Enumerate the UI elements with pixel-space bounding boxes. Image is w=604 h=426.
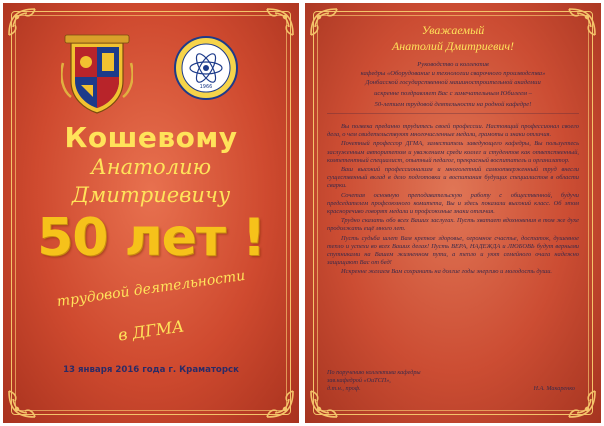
corner-ornament-icon (5, 5, 51, 51)
corner-ornament-icon (251, 375, 297, 421)
footer-line: д.т.н., проф. (327, 385, 361, 392)
certificate-right-page (305, 3, 601, 423)
corner-ornament-icon (251, 5, 297, 51)
intro-line: Руководство и коллектив (417, 61, 489, 68)
signatory-name: Н.А. Макаренко (533, 385, 575, 392)
intro-line: кафедры «Оборудование и технологии сварочного производства» (360, 70, 546, 77)
date-and-place: 13 января 2016 года г. Краматорск (63, 365, 239, 375)
surname: Кошевому (64, 121, 238, 154)
body-paragraph: Сочетая основную преподавательскую работу с общественной, будучи председателем профсоюзного комитета, Вы и здесь показали высокий класс. Об этом красноречиво говорят медали и профсоюзные знаки отличия. (327, 191, 579, 216)
body-paragraph: Вы полвека преданно трудитесь своей профессии. Настоящий профессионал своего дела, о чем свидетельствуют многочисленные медали, грамоты и знаки отличия. (327, 123, 579, 139)
patronymic: Дмитриевичу (71, 183, 231, 207)
greeting-line-1: Уважаемый (421, 23, 485, 37)
body-paragraph: Трудно сказать обо всех Ваших заслугах. Пусть хватает вдохновения в том же духе продолжать ещё много лет. (327, 217, 579, 233)
congratulation-text (327, 123, 579, 278)
divider (327, 113, 579, 114)
greeting-line-2: Анатолий Дмитриевич! (391, 39, 515, 53)
anniversary-years: 50 лет ! (37, 208, 265, 268)
corner-ornament-icon (5, 375, 51, 421)
signature-block (327, 369, 421, 393)
intro-line: 50-летием трудовой деятельности на родной кафедре! (374, 101, 532, 108)
footer-line: зав.кафедрой «ОиТСП», (327, 377, 391, 384)
first-name: Анатолию (90, 155, 212, 179)
institution-name: в ДГМА (116, 316, 186, 345)
body-paragraph: Пусть судьба шлет Вам крепкое здоровье, огромное счастье, достаток, душевное тепло и успехи во всех Ваших делах! Пусть ВЕРА, НАДЕЖДА и ЛЮБОВЬ будут верными спутниками на Вашем жизненном пути, а тепло и уют семейного очага надежно защищают Вас от бед! (327, 234, 579, 267)
intro-line: Донбасской государственной машиностроительной академии (365, 79, 541, 86)
city-coat-of-arms-icon (61, 33, 133, 115)
emblem-year: 1966 (199, 84, 213, 90)
subtitle-work-activity: трудовой деятельности (55, 267, 247, 311)
body-paragraph: Искренне желаем Вам сохранить на долгие годы энергию и молодость души. (341, 268, 553, 276)
corner-ornament-icon (553, 375, 599, 421)
intro-line: искренне поздравляет Вас с замечательным Юбилеем – (374, 90, 532, 97)
academy-emblem-icon (173, 35, 239, 101)
footer-line: По поручению коллектива кафедры (327, 369, 421, 376)
certificate-left-page (3, 3, 299, 423)
body-paragraph: Почетный профессор ДГМА, заместитель заведующего кафедры, Вы пользуетесь заслуженным авторитетом и уважением среди коллег и студентов как ответственный, компетентный специалист, опытный педагог, прекрасный воспитатель и организатор. (327, 140, 579, 164)
body-paragraph: Ваш высокий профессионализм и многолетний самоотверженный труд внесли существенный вклад в дело подготовки и воспитания будущих специалистов в области сварки. (327, 166, 579, 190)
